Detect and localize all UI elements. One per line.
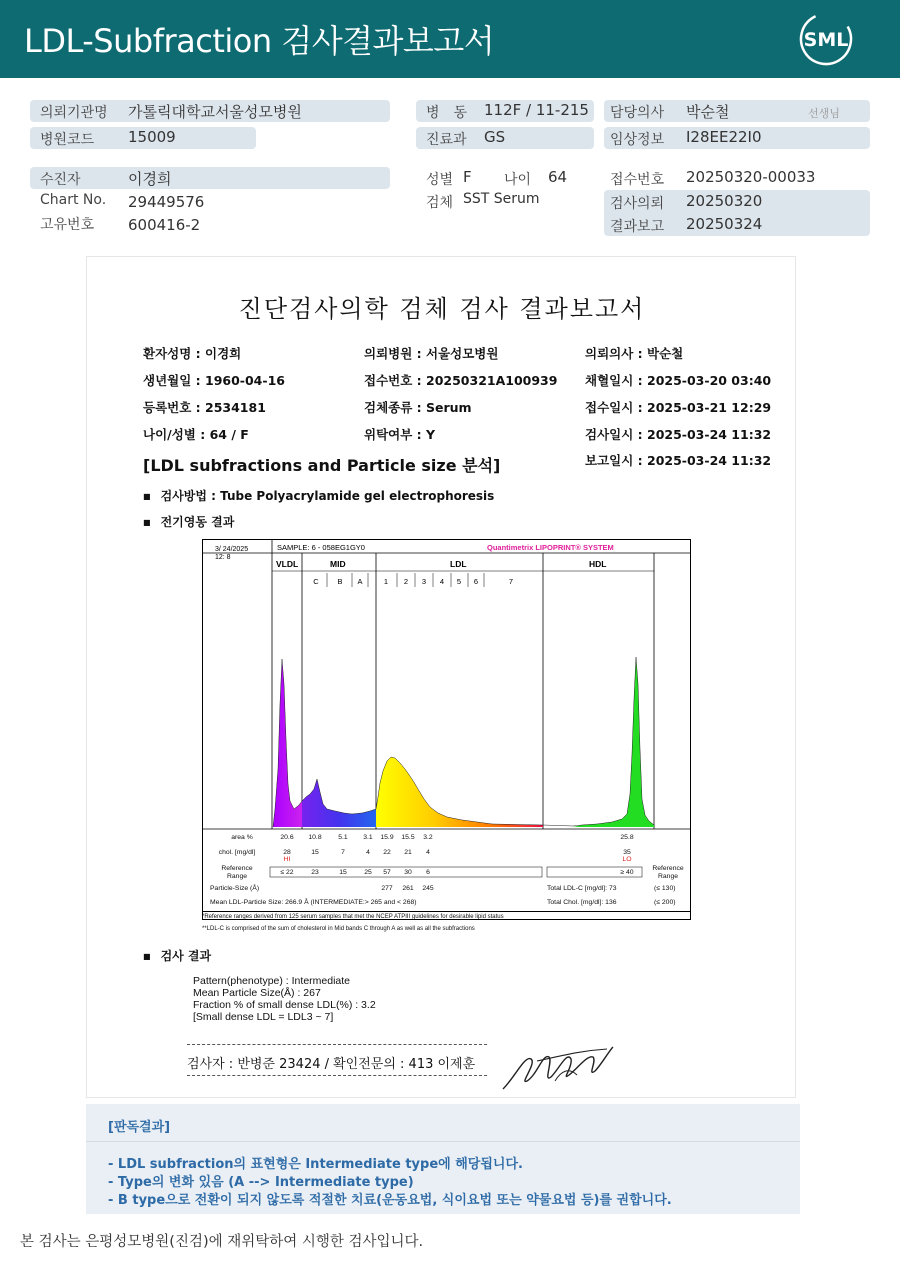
clinical-label: 임상정보: [610, 132, 665, 148]
info-box: [30, 167, 390, 189]
chol-ldl2: 21: [404, 849, 412, 856]
chol-vldl: 28: [283, 849, 291, 856]
chart-value: 29449576: [128, 193, 205, 211]
sub-band-c: C: [313, 577, 319, 586]
sub-band-a: A: [357, 577, 363, 586]
requesting-org-label: 의뢰기관명: [40, 105, 108, 121]
specimen-type: 검체종류 : Serum: [364, 400, 472, 415]
signature-image: [497, 1037, 617, 1097]
ref-b: 15: [339, 869, 347, 876]
hospital-code-value: 15009: [128, 128, 176, 146]
chol-b: 7: [341, 849, 345, 856]
area-ldl2: 15.5: [401, 834, 415, 841]
row-label-range-right: Range: [657, 873, 679, 880]
receipt-number: 접수번호 : 20250321A100939: [364, 373, 558, 388]
collection-time: 채혈일시 : 2025-03-20 03:40: [585, 373, 772, 388]
chol-c: 15: [311, 849, 319, 856]
row-label-area: area %: [231, 834, 253, 841]
chart-label: Chart No.: [40, 192, 107, 208]
sex-label: 성별: [426, 172, 454, 188]
age-value: 64: [548, 168, 568, 186]
analysis-title: [LDL subfractions and Particle size 분석]: [143, 456, 501, 475]
area-ldl3: 3.2: [423, 834, 433, 841]
divider: [187, 1075, 487, 1076]
receipt-label: 접수번호: [610, 172, 665, 188]
result-small-dense: [Small dense LDL = LDL3 ~ 7]: [193, 1011, 334, 1023]
age-sex: 나이/성별 : 64 / F: [143, 427, 249, 442]
doctor-label: 담당의사: [610, 105, 665, 121]
total-chol-ref: (≤ 200): [654, 899, 676, 906]
birth-date: 생년월일 : 1960-04-16: [143, 373, 285, 388]
area-c: 10.8: [308, 834, 322, 841]
doctor-suffix: 선생님: [808, 107, 840, 120]
lp-date: 3/ 24/2025: [215, 546, 249, 553]
verdict-line-1: - LDL subfraction의 표현형은 Intermediate type에 해당됩니다.: [108, 1157, 523, 1172]
size-ldl1: 277: [381, 885, 393, 892]
ward-label: 병 동: [426, 105, 468, 121]
report-time: 보고일시 : 2025-03-24 11:32: [585, 453, 772, 468]
registration-no: 등록번호 : 2534181: [143, 400, 266, 415]
sub-band-2: 2: [403, 577, 409, 586]
total-chol: Total Chol. [mg/dl]: 136: [547, 899, 617, 906]
row-label-chol: chol. [mg/dl]: [218, 849, 256, 856]
lp-time: 12: 8: [215, 554, 231, 561]
receipt-value: 20250320-00033: [686, 168, 816, 186]
result-fraction: Fraction % of small dense LDL(%) : 3.2: [193, 999, 376, 1011]
mean-ldl-size: Mean LDL-Particle Size: 266.9 Å (INTERMEDIATE:> 265 and < 268): [210, 899, 417, 906]
sub-band-3: 3: [421, 577, 427, 586]
request-date-value: 20250320: [686, 192, 763, 210]
ref-hdl: ≥ 40: [620, 869, 634, 876]
lp-brand: Quantimetrix LIPOPRINT® SYSTEM: [487, 543, 614, 552]
divider: [187, 1044, 487, 1045]
ordering-doctor: 의뢰의사 : 박순철: [585, 346, 684, 361]
verdict-header: [86, 1104, 800, 1142]
chol-a: 4: [366, 849, 370, 856]
uid-value: 600416-2: [128, 216, 201, 234]
ref-c: 23: [311, 869, 319, 876]
hospital: 의뢰병원 : 서울성모병원: [364, 346, 499, 361]
requesting-org-value: 가톨릭대학교서울성모병원: [128, 103, 302, 121]
sub-band-6: 6: [473, 577, 479, 586]
ref-vldl: ≤ 22: [280, 869, 294, 876]
chol-ldl3: 4: [426, 849, 430, 856]
footnote-2: **LDL-C is comprised of the sum of cholesterol in Mid bands C through A as well as all the subfractions: [202, 926, 475, 932]
request-date-label: 검사의뢰: [610, 196, 665, 212]
doctor-value: 박순철: [686, 103, 730, 121]
row-label-size: Particle-Size (Å): [210, 885, 260, 892]
report-date-label: 결과보고: [610, 219, 665, 235]
verdict-panel: [86, 1104, 800, 1214]
electrophoresis-title: ■ 전기영동 결과: [143, 513, 234, 530]
size-ldl3: 245: [422, 885, 434, 892]
dept-label: 진료과: [426, 132, 467, 148]
band-hdl: HDL: [589, 559, 607, 569]
report-document: [86, 256, 796, 1098]
method-line: ■ 검사방법 : Tube Polyacrylamide gel electrophoresis: [143, 487, 494, 504]
ref-ldl3: 6: [426, 869, 430, 876]
ref-a: 25: [364, 869, 372, 876]
specimen-label: 검체: [426, 195, 454, 211]
receipt-time: 접수일시 : 2025-03-21 12:29: [585, 400, 772, 415]
sex-value: F: [463, 168, 472, 186]
ward-value: 112F / 11-215: [484, 101, 589, 119]
lp-sample: SAMPLE: 6 - 058EG1GY0: [277, 543, 365, 552]
result-pattern: Pattern(phenotype) : Intermediate: [193, 975, 351, 987]
chol-hdl: 35: [623, 849, 631, 856]
band-mid: MID: [330, 559, 346, 569]
chol-ldl1: 22: [383, 849, 391, 856]
sub-band-7: 7: [508, 577, 514, 586]
result-mean-size: Mean Particle Size(Å) : 267: [193, 987, 321, 999]
row-label-ref-right: Reference: [652, 865, 684, 872]
patient-name: 환자성명 : 이경희: [143, 346, 242, 361]
area-a: 3.1: [363, 834, 373, 841]
sub-band-1: 1: [383, 577, 389, 586]
verdict-line-3: - B type으로 전환이 되지 않도록 적절한 치료(운동요법, 식이요법 또는 약물요법 등)를 권합니다.: [108, 1193, 672, 1208]
verdict-line-2: - Type의 변화 있음 (A --> Intermediate type): [108, 1175, 414, 1190]
area-vldl: 20.6: [280, 834, 294, 841]
footnote-1: *Reference ranges derived from 125 serum samples that met the NCEP ATPIII guidelines for desirable lipid status: [202, 914, 504, 920]
total-ldl-ref: (≤ 130): [654, 885, 676, 892]
header-bar: [0, 0, 900, 78]
test-time: 검사일시 : 2025-03-24 11:32: [585, 427, 772, 442]
area-hdl: 25.8: [620, 834, 634, 841]
sub-band-4: 4: [439, 577, 445, 586]
flag-lo: LO: [622, 856, 632, 863]
page-title: LDL-Subfraction 검사결과보고서: [24, 22, 495, 60]
dept-value: GS: [484, 128, 506, 146]
size-ldl2: 261: [402, 885, 414, 892]
result-section-title: ■ 검사 결과: [143, 947, 211, 964]
ref-ldl1: 57: [383, 869, 391, 876]
lipoprint-chart: [202, 539, 692, 921]
footer-note: 본 검사는 은평성모병원(진검)에 재위탁하여 시행한 검사입니다.: [20, 1234, 424, 1250]
hospital-code-label: 병원코드: [40, 132, 95, 148]
age-label: 나이: [504, 172, 532, 188]
sml-logo: [796, 12, 856, 66]
report-title: 진단검사의학 검체 검사 결과보고서: [238, 295, 646, 323]
band-vldl: VLDL: [276, 559, 299, 569]
verdict-title: [판독결과]: [108, 1120, 171, 1135]
flag-hi: HI: [283, 856, 291, 863]
logo-text: SML: [803, 29, 849, 51]
area-ldl1: 15.9: [380, 834, 394, 841]
patient-label: 수진자: [40, 172, 81, 188]
ref-ldl2: 30: [404, 869, 412, 876]
sub-band-5: 5: [456, 577, 462, 586]
row-label-ref: Reference: [221, 865, 253, 872]
row-label-range: Range: [226, 873, 248, 880]
clinical-value: I28EE22I0: [686, 128, 762, 146]
specimen-value: SST Serum: [463, 191, 540, 207]
sub-band-b: B: [337, 577, 343, 586]
band-ldl: LDL: [450, 559, 467, 569]
outsourced: 위탁여부 : Y: [364, 427, 436, 442]
signature-line: 검사자 : 반병준 23424 / 확인전문의 : 413 이제훈: [187, 1057, 476, 1072]
total-ldl: Total LDL-C [mg/dl]: 73: [547, 885, 617, 892]
uid-label: 고유번호: [40, 217, 95, 233]
patient-value: 이경희: [128, 170, 172, 188]
report-date-value: 20250324: [686, 215, 763, 233]
area-b: 5.1: [338, 834, 348, 841]
